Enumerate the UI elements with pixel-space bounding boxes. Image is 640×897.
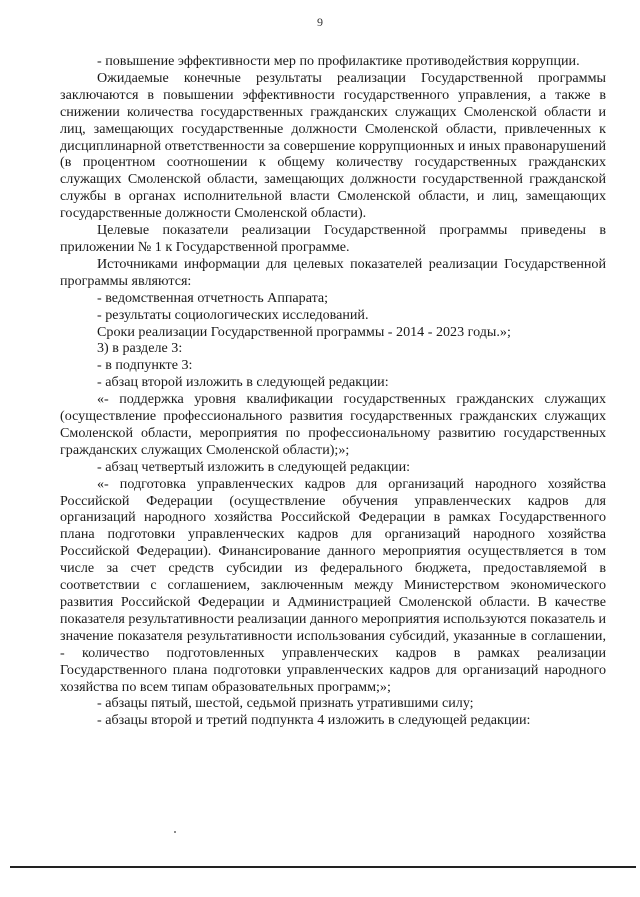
page-number: 9 — [317, 15, 323, 29]
paragraph-information-sources: Источниками информации для целевых показателей реализации Государственной программы являются: — [60, 255, 606, 289]
paragraph-subitem-3: - в подпункте 3: — [97, 357, 193, 374]
scan-speck — [174, 831, 176, 833]
paragraph-second-paragraph-edit: - абзац второй изложить в следующей редакции: — [97, 374, 389, 391]
quote-qualification-support: «- поддержка уровня квалификации государственных гражданских служащих (осуществление профессионального развития государственных гражданских служащих Смоленской области, мероприятия по профессиональному развитию государственных гражданских служащих Смоленской области);»; — [60, 391, 606, 458]
paragraph-target-indicators: Целевые показатели реализации Государственной программы приведены в приложении № 1 к Государственной программе. — [60, 222, 606, 255]
quote-management-training: «- подготовка управленческих кадров для организаций народного хозяйства Российской Федерации (осуществление обучения управленческих кадров для организаций народного хозяйства Российской Федерации в рамках Государственного плана подготовки управленческих кадров для организаций народного хозяйства Российской Федерации). Финансирование данного мероприятия осуществляется в том числе за счет средств субсидии из федерального бюджета, предоставляемой в соответствии с соглашением, заключенным между Министерством экономического развития Российской Федерации и Администрацией Смоленской области. В качестве показателя результативности реализации данного мероприятия используются показатель и значение показателя результативности использования субсидий, указанные в соглашении, - количество подготовленных управленческих кадров в рамках реализации Государственного плана подготовки управленческих кадров для организаций народного хозяйства по всем типам образовательных программ;»; — [60, 475, 606, 695]
paragraph-subitem-4-edit: - абзацы второй и третий подпункта 4 изложить в следующей редакции: — [97, 712, 531, 729]
paragraph-program-period: Сроки реализации Государственной программы - 2014 - 2023 годы.»; — [97, 323, 511, 340]
bottom-rule — [10, 866, 636, 868]
paragraph-section-3: 3) в разделе 3: — [97, 340, 183, 357]
paragraph-anticorruption-item: - повышение эффективности мер по профилактике противодействия коррупции. — [97, 53, 580, 69]
paragraph-repeal: - абзацы пятый, шестой, седьмой признать утратившими силу; — [97, 695, 474, 712]
paragraph-expected-results: Ожидаемые конечные результаты реализации Государственной программы заключаются в повышении эффективности государственного управления, а также в снижении количества государственных гражданских служащих Смоленской области и лиц, замещающих государственные должности Смоленской области, привлеченных к дисциплинарной ответственности за совершение коррупционных и иных правонарушений (в процентном соотношении к общему количеству государственных гражданских служащих Смоленской области, замещающих должности государственной гражданской службы в органах исполнительной власти Смоленской области, и лиц, замещающих государственные должности Смоленской области). — [60, 69, 606, 222]
document-body — [60, 53, 606, 729]
list-item-sociological-research: - результаты социологических исследований. — [97, 306, 369, 323]
list-item-departmental-reporting: - ведомственная отчетность Аппарата; — [97, 289, 329, 306]
paragraph-fourth-paragraph-edit: - абзац четвертый изложить в следующей редакции: — [97, 458, 411, 475]
